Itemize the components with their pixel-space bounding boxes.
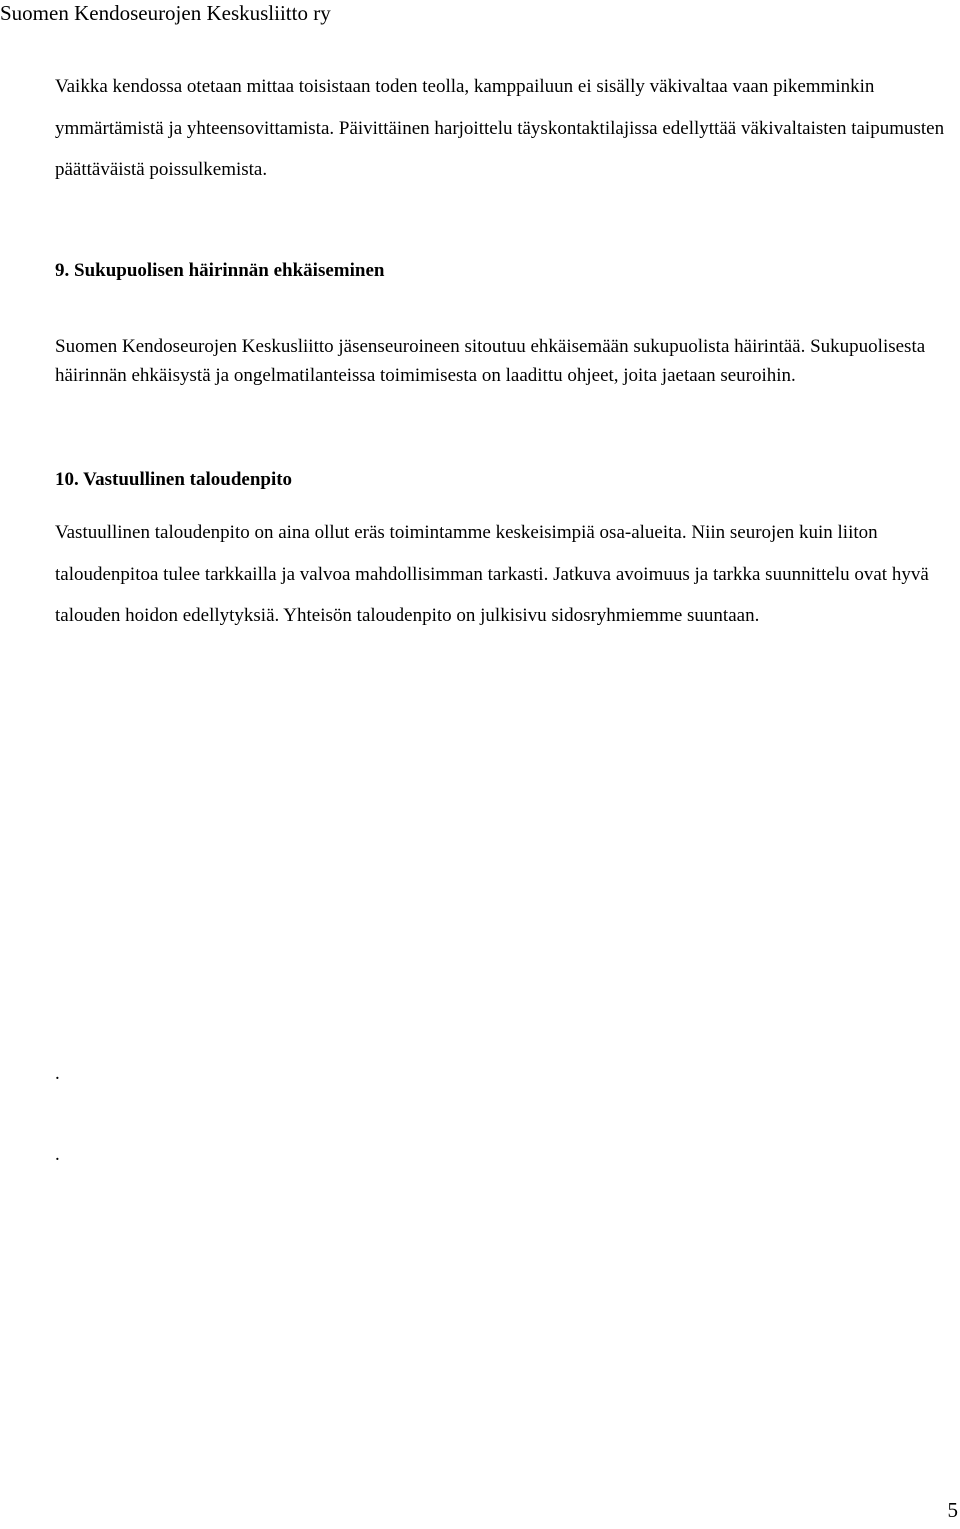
intro-paragraph: Vaikka kendossa otetaan mittaa toisistaan toden teolla, kamppailuun ei sisälly väkivaltaa vaan pikemminkin ymmärtämistä ja yhteensovittamista. Päivittäinen harjoittelu täyskontaktilajissa edellyttää väkivaltaisten taipumusten päättäväistä poissulkemista. (55, 76, 945, 180)
running-header: Suomen Kendoseurojen Keskusliitto ry (0, 1, 331, 25)
trailing-mark: . (55, 1144, 60, 1165)
section-9-paragraph: Suomen Kendoseurojen Keskusliitto jäsenseuroineen sitoutuu ehkäisemään sukupuolista häirintää. Sukupuolisesta häirinnän ehkäisystä ja ongelmatilanteissa toimimisesta on laadittu ohjeet, joita jaetaan seuroihin. (55, 336, 926, 386)
section-9-heading: 9. Sukupuolisen häirinnän ehkäiseminen (55, 260, 385, 281)
section-10-heading: 10. Vastuullinen taloudenpito (55, 469, 293, 490)
section-10-paragraph: Vastuullinen taloudenpito on aina ollut eräs toimintamme keskeisimpiä osa-alueita. Niin seurojen kuin liiton taloudenpitoa tulee tarkkailla ja valvoa mahdollisimman tarkasti. Jatkuva avoimuus ja tarkka suunnittelu ovat hyvä talouden hoidon edellytyksiä. Yhteisön taloudenpito on julkisivu sidosryhmiemme suuntaan. (55, 522, 929, 626)
page-number: 5 (947, 1498, 958, 1522)
trailing-mark: . (55, 1063, 60, 1084)
